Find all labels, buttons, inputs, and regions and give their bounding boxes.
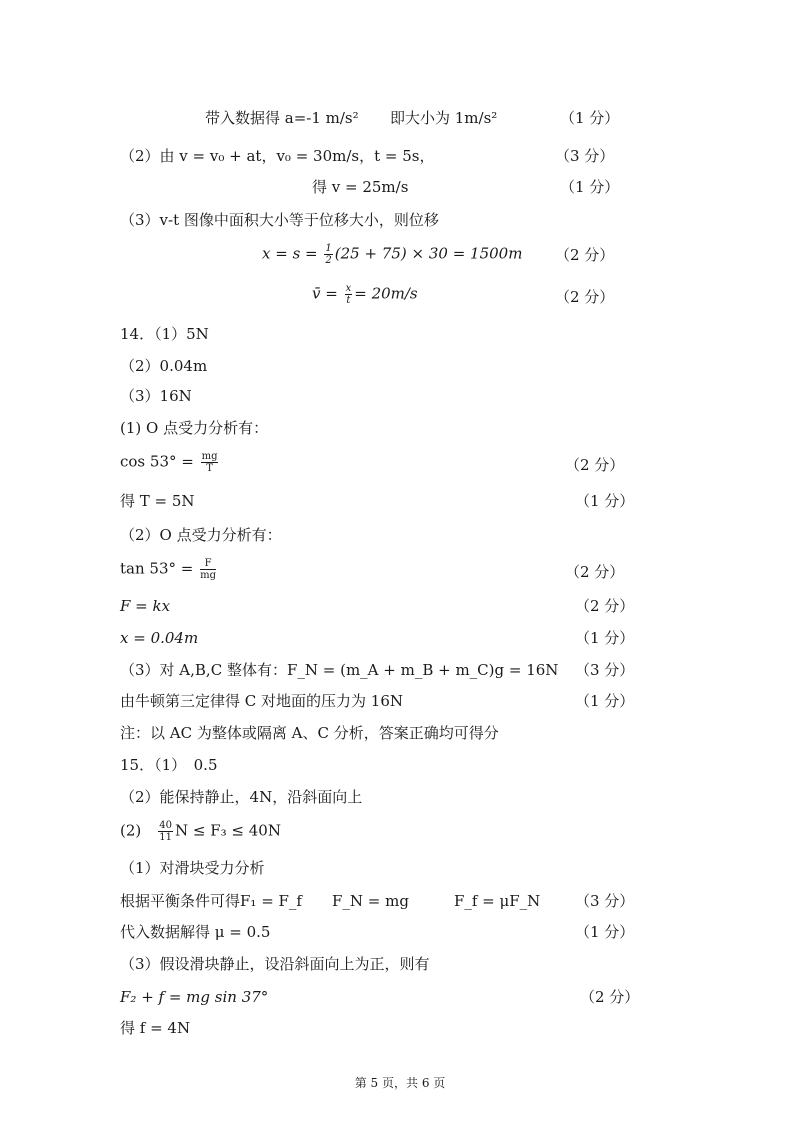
- q14-answer-3: （3）16N: [120, 387, 192, 405]
- newton-third-law: 由牛顿第三定律得 C 对地面的压力为 16N: [120, 692, 403, 710]
- equation-tan53: tan 53° = $\frac{F}{mg}$: [120, 558, 216, 581]
- page-footer: 第 5 页，共 6 页: [354, 1076, 446, 1090]
- q14-answer-2: （2）0.04m: [120, 357, 208, 375]
- line-1: 带入数据得 a=-1 m/s²: [205, 109, 359, 127]
- score-extension: （1 分）: [575, 629, 635, 647]
- score-5: （2 分）: [555, 246, 615, 264]
- equation-cos53: cos 53° = $\frac{mg}{T}$: [120, 451, 218, 474]
- equation-average-velocity: v̄ = $\frac{x}{t}$ = 20m/s: [312, 283, 418, 306]
- q15-answer-2: （2）能保持静止，4N，沿斜面向上: [120, 788, 363, 806]
- result-mu: 代入数据解得 μ = 0.5: [120, 923, 271, 941]
- fraction: $\frac{x}{t}$: [345, 283, 352, 306]
- q15-part3-heading: （3）假设滑块静止，设沿斜面向上为正，则有: [120, 955, 430, 973]
- equation-equilibrium: 根据平衡条件可得F₁ = F_f F_N = mg F_f = μF_N: [120, 892, 541, 910]
- fraction: $\frac{1}{2}$: [325, 243, 332, 266]
- q15-part1-heading: （1）对滑块受力分析: [120, 859, 265, 877]
- equation-incline: F₂ + f = mg sin 37°: [120, 988, 269, 1006]
- q14-part1-heading: (1) O 点受力分析有：: [120, 419, 269, 437]
- score-hooke: （2 分）: [575, 597, 635, 615]
- result-tension: 得 T = 5N: [120, 492, 195, 510]
- fraction: $\frac{F}{mg}$: [200, 558, 216, 581]
- line-4: （3）v-t 图像中面积大小等于位移大小，则位移: [120, 211, 439, 229]
- score-incline: （2 分）: [580, 988, 640, 1006]
- q15-answer-range: (2) $\frac{40}{11}$ N ≤ F₃ ≤ 40N: [120, 820, 281, 843]
- equation-displacement: x = s = $\frac{1}{2}$ (25 + 75) × 30 = 1500m: [262, 243, 523, 266]
- line-3: 得 v = 25m/s: [312, 178, 409, 196]
- fraction: $\frac{40}{11}$: [159, 820, 172, 843]
- q14-answer-1: 14．（1）5N: [120, 325, 209, 343]
- fraction: $\frac{mg}{T}$: [201, 451, 218, 474]
- line-1b: 即大小为 1m/s²: [390, 109, 498, 127]
- score-1: （1 分）: [560, 109, 620, 127]
- q14-part2-heading: （2）O 点受力分析有：: [120, 526, 282, 544]
- score-mu: （1 分）: [575, 923, 635, 941]
- equation-whole-system: （3）对 A,B,C 整体有：F_N = (m_A + m_B + m_C)g = 16N: [120, 661, 559, 679]
- score-3: （1 分）: [560, 178, 620, 196]
- note: 注：以 AC 为整体或隔离 A、C 分析，答案正确均可得分: [120, 724, 499, 742]
- result-friction: 得 f = 4N: [120, 1019, 191, 1037]
- score-tension: （1 分）: [575, 492, 635, 510]
- score-newton-third-law: （1 分）: [575, 692, 635, 710]
- score-tan53: （2 分）: [565, 563, 625, 581]
- score-equilibrium: （3 分）: [575, 892, 635, 910]
- q15-answer-1: 15．（1） 0.5: [120, 756, 218, 774]
- score-cos53: （2 分）: [565, 456, 625, 474]
- result-extension: x = 0.04m: [120, 629, 199, 647]
- score-whole-system: （3 分）: [575, 661, 635, 679]
- score-6: （2 分）: [555, 288, 615, 306]
- line-2: （2）由 v = v₀ + at，v₀ = 30m/s，t = 5s，: [120, 147, 435, 165]
- equation-hooke: F = kx: [120, 597, 171, 615]
- score-2: （3 分）: [555, 147, 615, 165]
